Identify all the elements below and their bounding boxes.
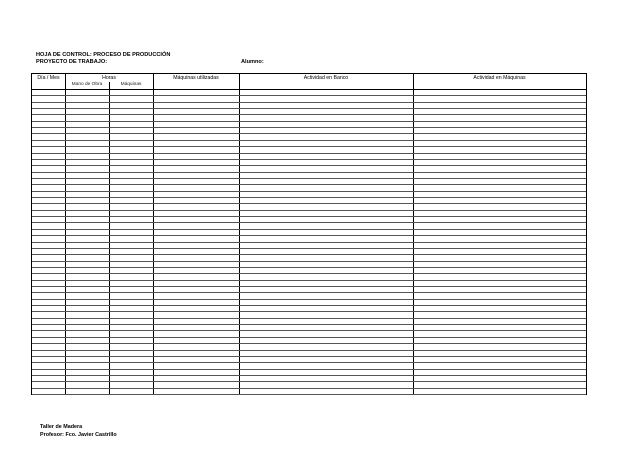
table-row-line bbox=[32, 172, 586, 173]
table-row-line bbox=[32, 203, 586, 204]
control-table bbox=[31, 73, 587, 395]
table-row-line bbox=[32, 165, 586, 166]
table-row-line bbox=[32, 133, 586, 134]
col-header-machines-used: Máquinas utilizadas bbox=[173, 75, 219, 81]
table-row-line bbox=[32, 388, 586, 389]
student-label: Alumno: bbox=[241, 59, 264, 65]
table-row-line bbox=[32, 102, 586, 103]
table-row-line bbox=[32, 95, 586, 96]
table-row-line bbox=[32, 114, 586, 115]
table-row-line bbox=[32, 299, 586, 300]
table-row-line bbox=[32, 146, 586, 147]
footer-teacher: Profesor: Fco. Javier Castrillo bbox=[40, 432, 117, 438]
table-row-line bbox=[32, 369, 586, 370]
table-row-line bbox=[32, 197, 586, 198]
table-row-line bbox=[32, 356, 586, 357]
col-header-machine-activity: Actividad en Máquinas bbox=[473, 75, 526, 81]
project-label: PROYECTO DE TRABAJO: bbox=[36, 59, 108, 65]
table-row-line bbox=[32, 330, 586, 331]
table-row-line bbox=[32, 337, 586, 338]
column-divider bbox=[153, 74, 154, 394]
table-row-line bbox=[32, 89, 586, 90]
table-row-line bbox=[32, 248, 586, 249]
column-divider bbox=[65, 74, 66, 394]
col-header-hours: Horas bbox=[102, 75, 116, 81]
table-row-line bbox=[32, 184, 586, 185]
table-row-line bbox=[32, 305, 586, 306]
column-divider bbox=[413, 74, 414, 394]
footer-workshop: Taller de Madera bbox=[40, 424, 83, 430]
table-row-line bbox=[32, 292, 586, 293]
column-divider bbox=[239, 74, 240, 394]
table-row-line bbox=[32, 191, 586, 192]
table-row-line bbox=[32, 140, 586, 141]
table-row-line bbox=[32, 381, 586, 382]
table-row-line bbox=[32, 127, 586, 128]
col-header-labor: Mano de Obra bbox=[71, 82, 103, 87]
table-row-line bbox=[32, 324, 586, 325]
table-row-line bbox=[32, 216, 586, 217]
table-row-line bbox=[32, 159, 586, 160]
table-row-line bbox=[32, 178, 586, 179]
table-row-line bbox=[32, 242, 586, 243]
table-row-line bbox=[32, 108, 586, 109]
table-row-line bbox=[32, 394, 586, 395]
table-row-line bbox=[32, 210, 586, 211]
col-header-bench-activity: Actividad en Banco bbox=[303, 75, 349, 81]
table-row-line bbox=[32, 311, 586, 312]
table-row-line bbox=[32, 343, 586, 344]
table-row-line bbox=[32, 362, 586, 363]
sheet-title: HOJA DE CONTROL: PROCESO DE PRODUCCIÓN bbox=[36, 52, 171, 58]
table-row-line bbox=[32, 318, 586, 319]
column-divider bbox=[109, 82, 110, 394]
table-row-line bbox=[32, 153, 586, 154]
table-row-line bbox=[32, 375, 586, 376]
table-row-line bbox=[32, 267, 586, 268]
table-row-line bbox=[32, 286, 586, 287]
table-row-line bbox=[32, 261, 586, 262]
table-row-line bbox=[32, 222, 586, 223]
table-row-line bbox=[32, 229, 586, 230]
col-header-day-month: Día / Mes bbox=[37, 75, 60, 81]
table-row-line bbox=[32, 235, 586, 236]
table-row-line bbox=[32, 254, 586, 255]
table-row-line bbox=[32, 273, 586, 274]
table-row-line bbox=[32, 350, 586, 351]
table-row-line bbox=[32, 121, 586, 122]
table-row-line bbox=[32, 280, 586, 281]
col-header-machines: Máquinas bbox=[120, 82, 142, 87]
